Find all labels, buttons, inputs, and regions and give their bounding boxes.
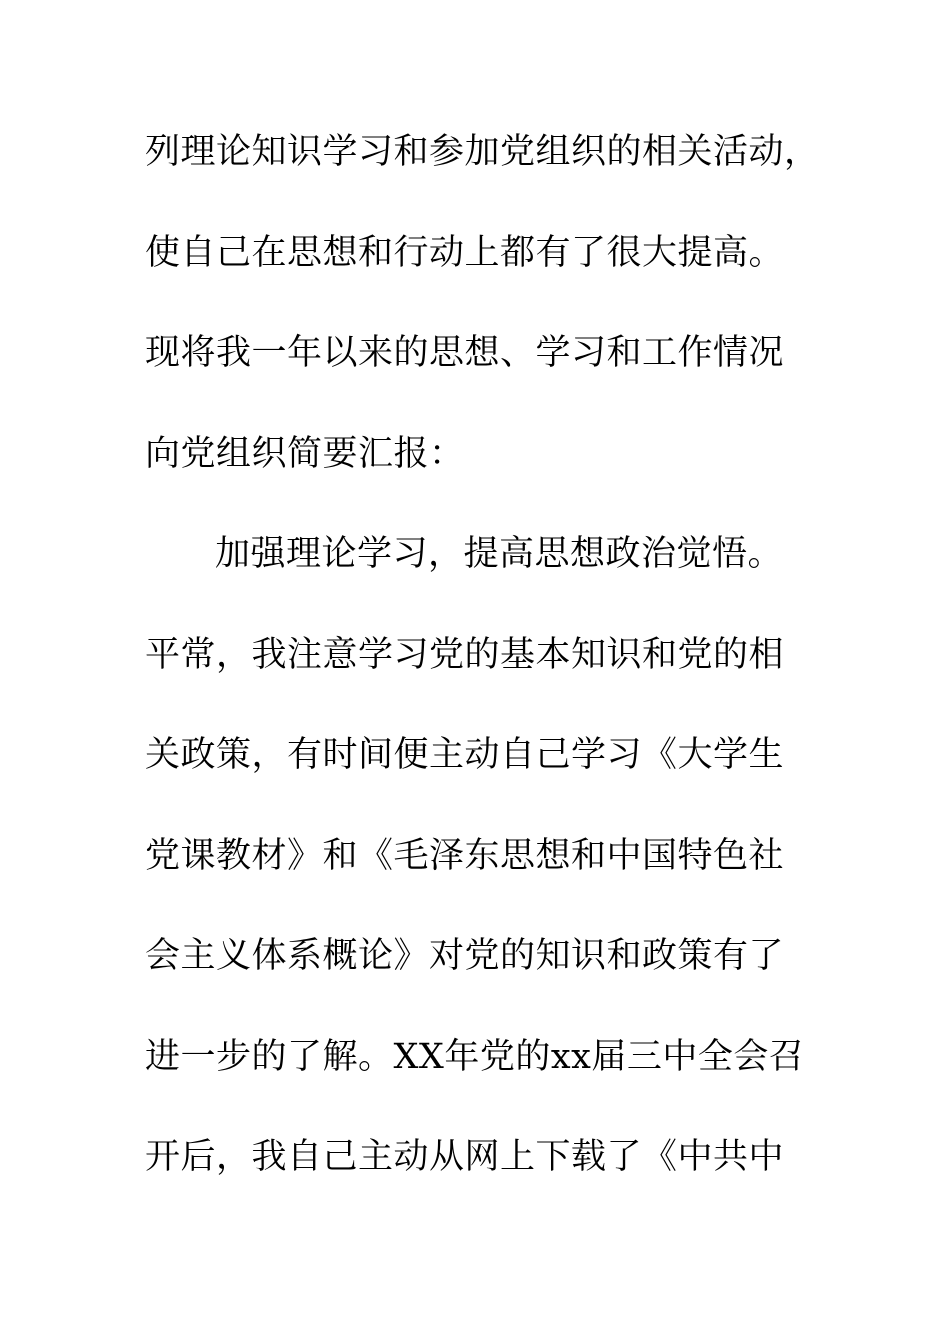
text-line: 列理论知识学习和参加党组织的相关活动，: [145, 132, 820, 172]
text-line: 关政策，有时间便主动自己学习《大学生: [145, 735, 785, 775]
paragraph-heading-line: 加强理论学习，提高思想政治觉悟。: [215, 534, 784, 574]
text-line: 进一步的了解。XX年党的xx届三中全会召: [145, 1037, 805, 1077]
text-line: 会主义体系概论》对党的知识和政策有了: [145, 936, 785, 976]
text-line: 平常，我注意学习党的基本知识和党的相: [145, 635, 785, 675]
text-line: 开后，我自己主动从网上下载了《中共中: [145, 1137, 785, 1177]
text-line: 使自己在思想和行动上都有了很大提高。: [145, 233, 785, 273]
text-line: 向党组织简要汇报：: [145, 434, 465, 474]
text-line: 党课教材》和《毛泽东思想和中国特色社: [145, 836, 785, 876]
text-line: 现将我一年以来的思想、学习和工作情况: [145, 333, 785, 373]
